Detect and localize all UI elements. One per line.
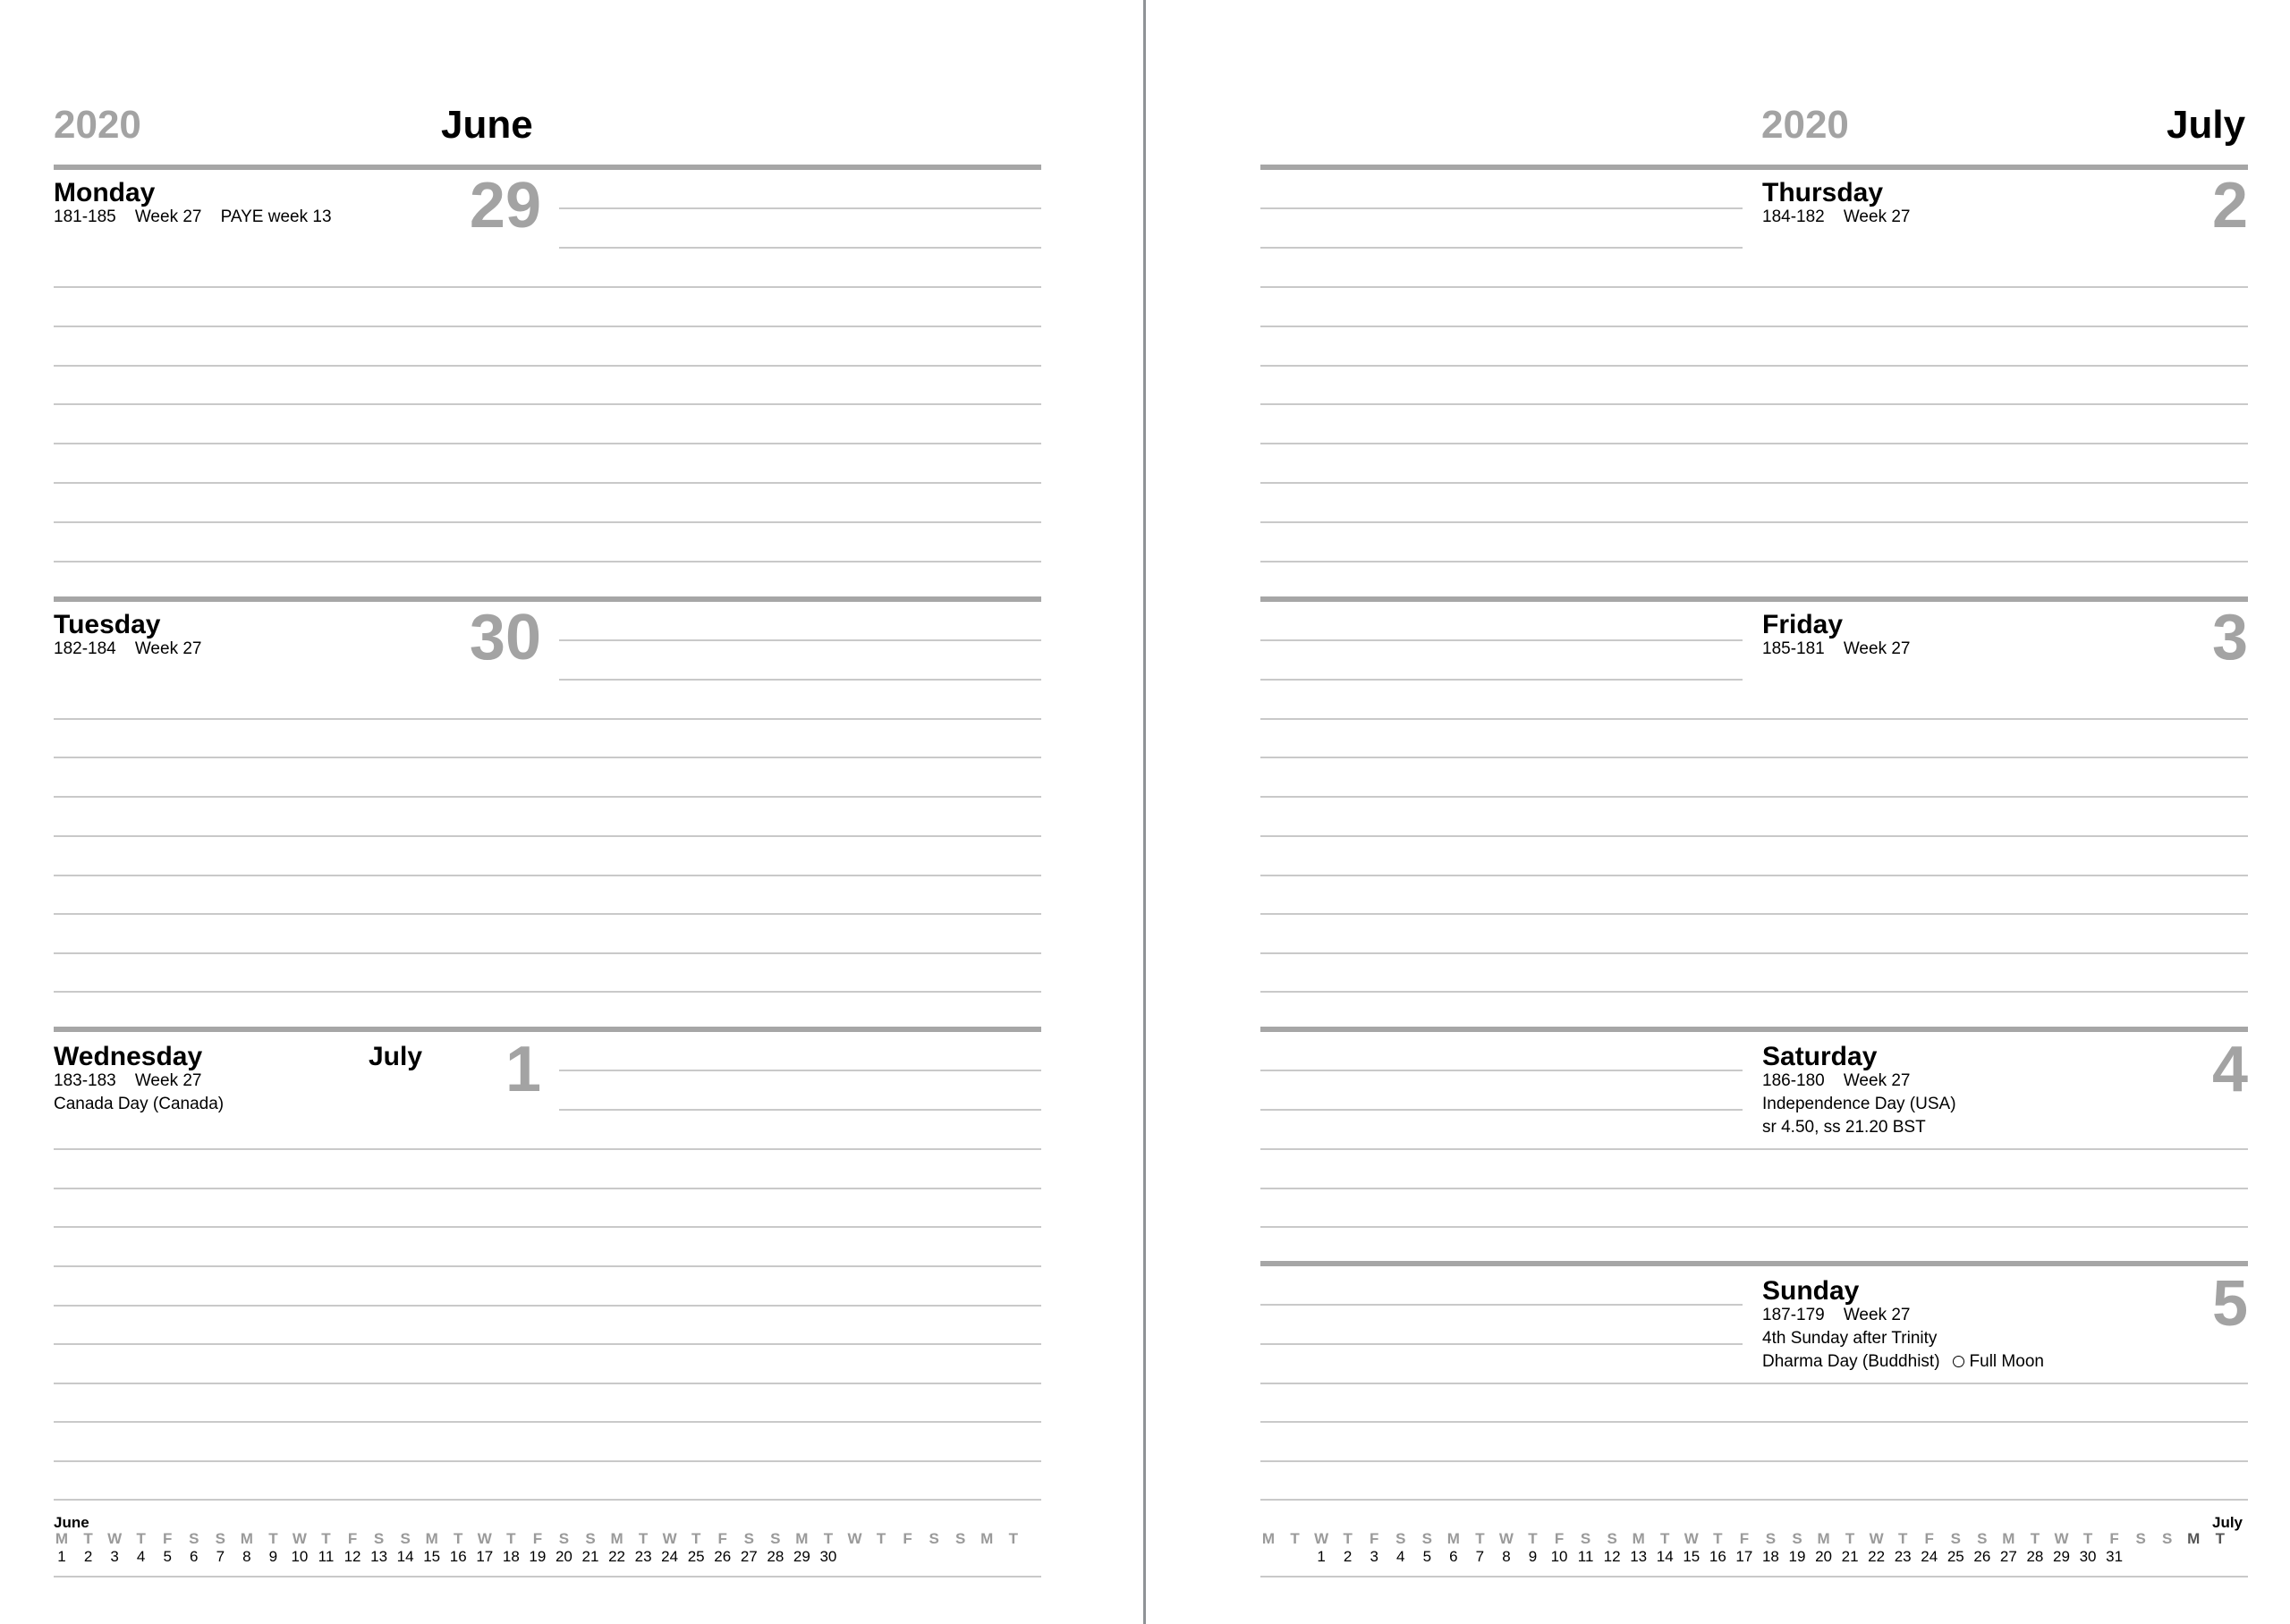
calendar-date: 16 bbox=[449, 1548, 467, 1565]
calendar-date: 16 bbox=[1709, 1548, 1726, 1565]
calendar-date: 14 bbox=[1656, 1548, 1674, 1565]
calendar-date: 15 bbox=[1683, 1548, 1701, 1565]
weekday-letter: T bbox=[1008, 1530, 1018, 1547]
calendar-date: 18 bbox=[502, 1548, 520, 1565]
weekday-letter: T bbox=[1475, 1530, 1485, 1547]
weekday-letter: S bbox=[215, 1530, 225, 1547]
day-name-wednesday: Wednesday bbox=[54, 1042, 203, 1071]
calendar-date: 2 bbox=[1343, 1548, 1353, 1565]
writing-line bbox=[1260, 679, 1743, 681]
weekday-letter: W bbox=[662, 1530, 677, 1547]
calendar-date: 12 bbox=[344, 1548, 361, 1565]
calendar-date: 25 bbox=[1946, 1548, 1964, 1565]
calendar-date: 25 bbox=[687, 1548, 705, 1565]
weekday-letter: F bbox=[1924, 1530, 1934, 1547]
calendar-date: 9 bbox=[1528, 1548, 1538, 1565]
mini-calendar-weekdays bbox=[0, 1530, 1145, 1548]
weekday-letter: F bbox=[2109, 1530, 2119, 1547]
weekday-letter: F bbox=[347, 1530, 358, 1547]
calendar-date: 13 bbox=[1630, 1548, 1648, 1565]
day-divider bbox=[1260, 165, 2248, 170]
writing-line bbox=[54, 1421, 1041, 1423]
weekday-letter: S bbox=[558, 1530, 570, 1547]
day-number-3: 3 bbox=[2211, 602, 2248, 673]
writing-line bbox=[1260, 482, 2248, 484]
weekday-letter: M bbox=[425, 1530, 438, 1547]
writing-line bbox=[54, 1460, 1041, 1462]
writing-line bbox=[54, 1499, 1041, 1501]
writing-line bbox=[1260, 1499, 2248, 1501]
weekday-letter: T bbox=[506, 1530, 516, 1547]
writing-line bbox=[1260, 1070, 1743, 1071]
writing-line bbox=[1260, 1226, 2248, 1228]
weekday-letter: S bbox=[955, 1530, 966, 1547]
writing-line bbox=[54, 991, 1041, 993]
weekday-letter: T bbox=[1290, 1530, 1300, 1547]
weekday-letter: S bbox=[1792, 1530, 1802, 1547]
calendar-date: 9 bbox=[268, 1548, 278, 1565]
weekday-letter: M bbox=[980, 1530, 994, 1547]
weekday-letter: M bbox=[2002, 1530, 2015, 1547]
writing-line bbox=[1260, 521, 2248, 523]
writing-line bbox=[54, 365, 1041, 367]
writing-line bbox=[54, 1383, 1041, 1384]
writing-line bbox=[1260, 403, 2248, 405]
day-info-observance bbox=[1762, 1350, 2044, 1374]
day-info: Canada Day (Canada) bbox=[54, 1095, 225, 1113]
weekday-letter: T bbox=[2030, 1530, 2040, 1547]
writing-line bbox=[559, 207, 1041, 209]
weekday-letter: W bbox=[847, 1530, 862, 1547]
day-divider bbox=[1260, 1027, 2248, 1032]
calendar-date: 8 bbox=[242, 1548, 251, 1565]
calendar-date: 17 bbox=[1735, 1548, 1753, 1565]
weekday-letter: W bbox=[1684, 1530, 1699, 1547]
calendar-date: 8 bbox=[1502, 1548, 1511, 1565]
calendar-date: 23 bbox=[634, 1548, 652, 1565]
writing-line bbox=[1260, 365, 2248, 367]
weekday-letter: F bbox=[162, 1530, 173, 1547]
weekday-letter: S bbox=[2135, 1530, 2146, 1547]
writing-line bbox=[54, 1305, 1041, 1307]
writing-line bbox=[1260, 1421, 2248, 1423]
calendar-date: 5 bbox=[1422, 1548, 1432, 1565]
writing-line bbox=[54, 796, 1041, 798]
writing-line bbox=[1260, 1148, 2248, 1150]
weekday-letter: T bbox=[136, 1530, 146, 1547]
day-info: 187-179 Week 27 bbox=[1762, 1306, 1911, 1324]
mini-calendar-label: July bbox=[2212, 1514, 2243, 1531]
day-name-thursday: Thursday bbox=[1762, 178, 1884, 207]
calendar-date: 6 bbox=[190, 1548, 199, 1565]
writing-line bbox=[559, 1070, 1041, 1071]
weekday-letter: F bbox=[1369, 1530, 1379, 1547]
weekday-letter: W bbox=[1869, 1530, 1884, 1547]
day-name-tuesday: Tuesday bbox=[54, 610, 161, 639]
weekday-letter: M bbox=[55, 1530, 69, 1547]
weekday-letter: W bbox=[477, 1530, 492, 1547]
weekday-letter: T bbox=[1343, 1530, 1353, 1547]
weekday-letter: W bbox=[292, 1530, 307, 1547]
writing-line bbox=[1260, 286, 2248, 288]
writing-line bbox=[559, 639, 1041, 641]
weekday-letter: S bbox=[1580, 1530, 1591, 1547]
calendar-date: 22 bbox=[1868, 1548, 1886, 1565]
writing-line bbox=[54, 403, 1041, 405]
writing-line bbox=[1260, 991, 2248, 993]
weekday-letter: T bbox=[638, 1530, 649, 1547]
calendar-date: 19 bbox=[529, 1548, 547, 1565]
weekday-letter: T bbox=[2082, 1530, 2093, 1547]
weekday-letter: T bbox=[2215, 1530, 2225, 1547]
day-divider bbox=[1260, 1261, 2248, 1266]
mini-calendar-label: June bbox=[54, 1514, 89, 1531]
calendar-date: 27 bbox=[1999, 1548, 2017, 1565]
writing-line bbox=[54, 521, 1041, 523]
weekday-letter: F bbox=[1554, 1530, 1565, 1547]
weekday-letter: T bbox=[823, 1530, 834, 1547]
right-page bbox=[1145, 0, 2290, 1624]
weekday-letter: F bbox=[1739, 1530, 1750, 1547]
day-name-friday: Friday bbox=[1762, 610, 1844, 639]
calendar-rule bbox=[54, 1576, 1041, 1577]
calendar-date: 2 bbox=[83, 1548, 93, 1565]
calendar-date: 4 bbox=[1396, 1548, 1405, 1565]
calendar-date: 11 bbox=[318, 1548, 335, 1565]
weekday-letter: W bbox=[1498, 1530, 1514, 1547]
writing-line bbox=[1260, 443, 2248, 444]
weekday-letter: S bbox=[1950, 1530, 1961, 1547]
calendar-date: 10 bbox=[1550, 1548, 1568, 1565]
weekday-letter: M bbox=[795, 1530, 809, 1547]
writing-line bbox=[54, 1148, 1041, 1150]
page-year: 2020 bbox=[54, 103, 141, 147]
day-divider bbox=[54, 596, 1041, 602]
calendar-date: 24 bbox=[1921, 1548, 1938, 1565]
day-info: 184-182 Week 27 bbox=[1762, 207, 1911, 226]
day-info: 183-183 Week 27 bbox=[54, 1071, 202, 1090]
calendar-date: 28 bbox=[767, 1548, 785, 1565]
weekday-letter: T bbox=[691, 1530, 701, 1547]
day-divider bbox=[54, 165, 1041, 170]
writing-line bbox=[54, 952, 1041, 954]
weekday-letter: S bbox=[400, 1530, 411, 1547]
weekday-letter: T bbox=[1897, 1530, 1908, 1547]
calendar-date: 7 bbox=[216, 1548, 225, 1565]
weekday-letter: M bbox=[240, 1530, 253, 1547]
calendar-date: 15 bbox=[423, 1548, 441, 1565]
writing-line bbox=[559, 679, 1041, 681]
weekday-letter: S bbox=[1421, 1530, 1432, 1547]
writing-line bbox=[54, 561, 1041, 562]
writing-line bbox=[559, 1109, 1041, 1111]
writing-line bbox=[1260, 561, 2248, 562]
calendar-date: 1 bbox=[1317, 1548, 1326, 1565]
writing-line bbox=[1260, 247, 1743, 249]
calendar-date: 14 bbox=[396, 1548, 414, 1565]
moon-label: Full Moon bbox=[1969, 1352, 2044, 1371]
page-month: July bbox=[2167, 103, 2246, 147]
day-divider bbox=[1260, 596, 2248, 602]
writing-line bbox=[1260, 1109, 1743, 1111]
weekday-letter: M bbox=[1446, 1530, 1460, 1547]
weekday-letter: S bbox=[2162, 1530, 2173, 1547]
calendar-date: 5 bbox=[163, 1548, 172, 1565]
day-name-monday: Monday bbox=[54, 178, 156, 207]
day-info: 182-184 Week 27 bbox=[54, 639, 202, 658]
writing-line bbox=[1260, 796, 2248, 798]
weekday-letter: T bbox=[1660, 1530, 1670, 1547]
page-month: June bbox=[441, 103, 533, 147]
calendar-date: 21 bbox=[1841, 1548, 1859, 1565]
writing-line bbox=[54, 1226, 1041, 1228]
calendar-date: 6 bbox=[1449, 1548, 1458, 1565]
day-number-5: 5 bbox=[2211, 1268, 2248, 1340]
day-divider bbox=[54, 1027, 1041, 1032]
calendar-date: 30 bbox=[819, 1548, 837, 1565]
mini-calendar-dates bbox=[1145, 1548, 2290, 1566]
calendar-date: 24 bbox=[661, 1548, 679, 1565]
weekday-letter: F bbox=[903, 1530, 912, 1547]
writing-line bbox=[1260, 1383, 2248, 1384]
day-info: Independence Day (USA) bbox=[1762, 1095, 1956, 1113]
weekday-letter: W bbox=[1314, 1530, 1329, 1547]
month-mark: July bbox=[369, 1042, 423, 1071]
weekday-letter: T bbox=[454, 1530, 463, 1547]
day-info: Dharma Day (Buddhist) bbox=[1762, 1352, 1940, 1371]
writing-line bbox=[1260, 913, 2248, 915]
calendar-date: 26 bbox=[714, 1548, 732, 1565]
calendar-date: 3 bbox=[1370, 1548, 1378, 1565]
weekday-letter: M bbox=[2187, 1530, 2201, 1547]
writing-line bbox=[54, 835, 1041, 837]
calendar-date: 17 bbox=[476, 1548, 494, 1565]
calendar-date: 12 bbox=[1603, 1548, 1621, 1565]
full-moon-icon bbox=[1953, 1356, 1964, 1367]
calendar-date: 27 bbox=[740, 1548, 758, 1565]
weekday-letter: F bbox=[717, 1530, 727, 1547]
weekday-letter: W bbox=[2054, 1530, 2069, 1547]
weekday-letter: T bbox=[83, 1530, 93, 1547]
calendar-date: 11 bbox=[1577, 1548, 1594, 1565]
weekday-letter: S bbox=[585, 1530, 596, 1547]
weekday-letter: S bbox=[373, 1530, 385, 1547]
writing-line bbox=[54, 1188, 1041, 1189]
calendar-rule bbox=[1260, 1576, 2248, 1577]
writing-line bbox=[1260, 875, 2248, 876]
calendar-date: 29 bbox=[2053, 1548, 2070, 1565]
writing-line bbox=[54, 913, 1041, 915]
weekday-letter: S bbox=[1395, 1530, 1406, 1547]
day-info: 4th Sunday after Trinity bbox=[1762, 1329, 1938, 1348]
day-number-1: 1 bbox=[505, 1034, 541, 1105]
writing-line bbox=[54, 482, 1041, 484]
calendar-date: 19 bbox=[1788, 1548, 1806, 1565]
day-number-30: 30 bbox=[469, 602, 541, 673]
calendar-date: 20 bbox=[1815, 1548, 1832, 1565]
weekday-letter: T bbox=[268, 1530, 278, 1547]
mini-calendar-dates bbox=[0, 1548, 1145, 1566]
weekday-letter: S bbox=[1607, 1530, 1617, 1547]
writing-line bbox=[1260, 639, 1743, 641]
calendar-date: 3 bbox=[110, 1548, 119, 1565]
writing-line bbox=[54, 875, 1041, 876]
day-name-sunday: Sunday bbox=[1762, 1276, 1860, 1306]
calendar-date: 29 bbox=[793, 1548, 810, 1565]
writing-line bbox=[1260, 835, 2248, 837]
weekday-letter: S bbox=[743, 1530, 754, 1547]
calendar-date: 4 bbox=[136, 1548, 146, 1565]
writing-line bbox=[1260, 1304, 1743, 1306]
weekday-letter: F bbox=[532, 1530, 543, 1547]
calendar-date: 20 bbox=[555, 1548, 572, 1565]
writing-line bbox=[1260, 326, 2248, 327]
calendar-date: 31 bbox=[2106, 1548, 2124, 1565]
weekday-letter: S bbox=[1977, 1530, 1988, 1547]
calendar-date: 22 bbox=[608, 1548, 625, 1565]
weekday-letter: T bbox=[1713, 1530, 1723, 1547]
calendar-date: 7 bbox=[1475, 1548, 1485, 1565]
mini-calendar-weekdays bbox=[1145, 1530, 2290, 1548]
writing-line bbox=[1260, 207, 1743, 209]
weekday-letter: M bbox=[1632, 1530, 1645, 1547]
weekday-letter: S bbox=[189, 1530, 199, 1547]
day-info: sr 4.50, ss 21.20 BST bbox=[1762, 1118, 1926, 1137]
day-number-29: 29 bbox=[469, 170, 541, 241]
calendar-date: 30 bbox=[2079, 1548, 2097, 1565]
page-year: 2020 bbox=[1761, 103, 1849, 147]
writing-line bbox=[54, 286, 1041, 288]
weekday-letter: S bbox=[770, 1530, 781, 1547]
weekday-letter: S bbox=[929, 1530, 939, 1547]
calendar-date: 28 bbox=[2026, 1548, 2044, 1565]
calendar-date: 26 bbox=[1973, 1548, 1991, 1565]
weekday-letter: M bbox=[1817, 1530, 1830, 1547]
writing-line bbox=[54, 326, 1041, 327]
writing-line bbox=[1260, 757, 2248, 758]
writing-line bbox=[559, 247, 1041, 249]
calendar-date: 18 bbox=[1761, 1548, 1779, 1565]
day-info: 181-185 Week 27 PAYE week 13 bbox=[54, 207, 332, 226]
calendar-date: 10 bbox=[291, 1548, 309, 1565]
calendar-date: 21 bbox=[581, 1548, 599, 1565]
writing-line bbox=[54, 443, 1041, 444]
day-number-2: 2 bbox=[2211, 170, 2248, 241]
weekday-letter: T bbox=[321, 1530, 331, 1547]
day-info: 185-181 Week 27 bbox=[1762, 639, 1911, 658]
day-info: 186-180 Week 27 bbox=[1762, 1071, 1911, 1090]
writing-line bbox=[1260, 952, 2248, 954]
writing-line bbox=[54, 718, 1041, 720]
calendar-date: 13 bbox=[370, 1548, 388, 1565]
writing-line bbox=[1260, 1343, 1743, 1345]
writing-line bbox=[1260, 1460, 2248, 1462]
weekday-letter: S bbox=[1765, 1530, 1777, 1547]
weekday-letter: T bbox=[1845, 1530, 1855, 1547]
weekday-letter: T bbox=[1528, 1530, 1538, 1547]
weekday-letter: M bbox=[1261, 1530, 1276, 1547]
weekday-letter: M bbox=[610, 1530, 623, 1547]
weekday-letter: W bbox=[107, 1530, 123, 1547]
writing-line bbox=[1260, 1188, 2248, 1189]
calendar-date: 23 bbox=[1894, 1548, 1912, 1565]
day-name-saturday: Saturday bbox=[1762, 1042, 1878, 1071]
writing-line bbox=[54, 1265, 1041, 1267]
weekday-letter: T bbox=[876, 1530, 886, 1547]
writing-line bbox=[54, 757, 1041, 758]
calendar-date: 1 bbox=[57, 1548, 66, 1565]
day-number-4: 4 bbox=[2211, 1034, 2248, 1105]
writing-line bbox=[54, 1343, 1041, 1345]
writing-line bbox=[1260, 718, 2248, 720]
